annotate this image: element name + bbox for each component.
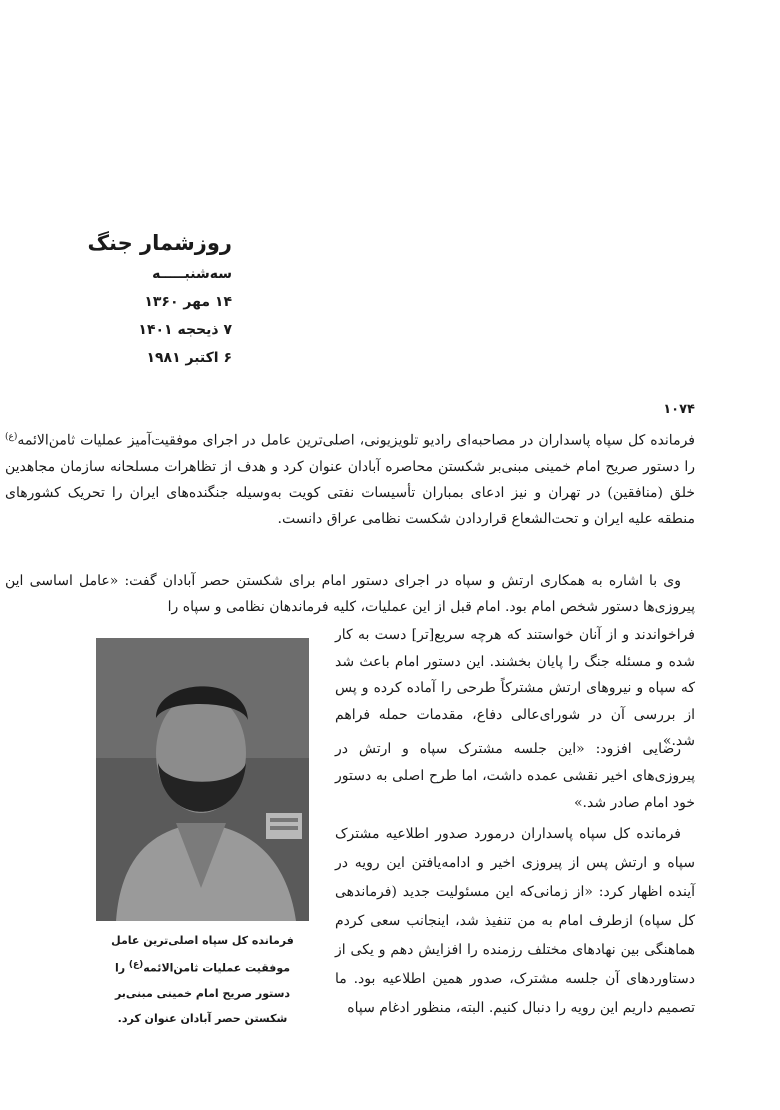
caption-sup: (ع) (128, 960, 144, 970)
weekday: سه‌شنبـــــه (152, 266, 232, 282)
photo-caption (96, 928, 309, 1031)
portrait-illustration (96, 638, 309, 921)
page-title: روزشمار جنگ (87, 231, 232, 255)
date-lunar: ۷ ذیحجه ۱۴۰۱ (138, 322, 232, 338)
honorific-sup: (ع) (5, 432, 18, 442)
paragraph-1-text: فرمانده کل سپاه پاسداران در مصاحبه‌ای رادیو تلویزیونی، اصلی‌ترین عامل در اجرای موفقیت‌آمیز عملیات ثامن‌الائمه (17, 432, 695, 449)
date-gregorian: ۶ اکتبر ۱۹۸۱ (146, 350, 232, 366)
date-solar: ۱۴ مهر ۱۳۶۰ (144, 294, 232, 310)
caption-text: فرمانده کل سپاه اصلی‌ترین عامل موفقیت عملیات ثامن‌الائمه (111, 934, 294, 975)
paragraph-1 (5, 424, 695, 532)
caption-text-rest: را دستور صریح امام خمینی مبنی‌بر شکستن حصر آبادان عنوان کرد. (114, 961, 291, 1025)
paragraph-2-continued: فراخواندند و از آنان خواستند که هرچه سریع[تر] دست به کار شده و مسئله جنگ را پایان بخشند. این دستور امام باعث شد که سپاه و نیروهای ارتش مشترکاً طرحی را آماده کرده و پس از بررسی آن در شورای‌عالی دفاع، مقدمات حمله فراهم شد.» (335, 627, 695, 749)
paragraph-3: رضایی افزود: «این جلسه مشترک سپاه و ارتش در پیروزی‌های اخیر نقشی عمده داشت، اما طرح اصلی به دستور خود امام صادر شد.» (335, 741, 695, 811)
paragraph-1-rest: را دستور صریح امام خمینی مبنی‌بر شکستن محاصره آبادان عنوان کرد و هدف از تظاهرات مسلحانه سازمان مجاهدین خلق (منافقین) در تهران و نیز ادعای بمباران تأسیسات نفتی کویت به‌وسیله جنگنده‌های ایران را تحریک کشورهای منطقه علیه ایران و تحت‌الشعاع قراردادن شکست نظامی عراق دانست. (5, 458, 695, 527)
page-header (12, 226, 232, 372)
entry-number: ۱۰۷۴ (663, 402, 695, 417)
paragraph-4: فرمانده کل سپاه پاسداران درمورد صدور اطلاعیه مشترک سپاه و ارتش پس از پیروزی اخیر و ادامه‌یافتن این رویه در آینده اظهار کرد: «از زمانی‌که این مسئولیت جدید (فرماندهی کل سپاه) ازطرف امام به من تنفیذ شد، اینجانب سعی کردم هماهنگی بین نهادهای مختلف رزمنده را افزایش دهم و یکی از دستاوردهای آن جلسه مشترک، صدور همین اطلاعیه بود. ما تصمیم داریم این رویه را دنبال کنیم. البته، منظور ادغام سپاه (335, 826, 695, 1016)
paragraph-2: وی با اشاره به همکاری ارتش و سپاه در اجرای دستور امام برای شکستن حصر آبادان گفت: «عامل اساسی این پیروزی‌ها دستور شخص امام بود. امام قبل از این عملیات، کلیه فرماندهان نظامی و سپاه را (5, 573, 695, 615)
portrait-photo (96, 638, 309, 921)
